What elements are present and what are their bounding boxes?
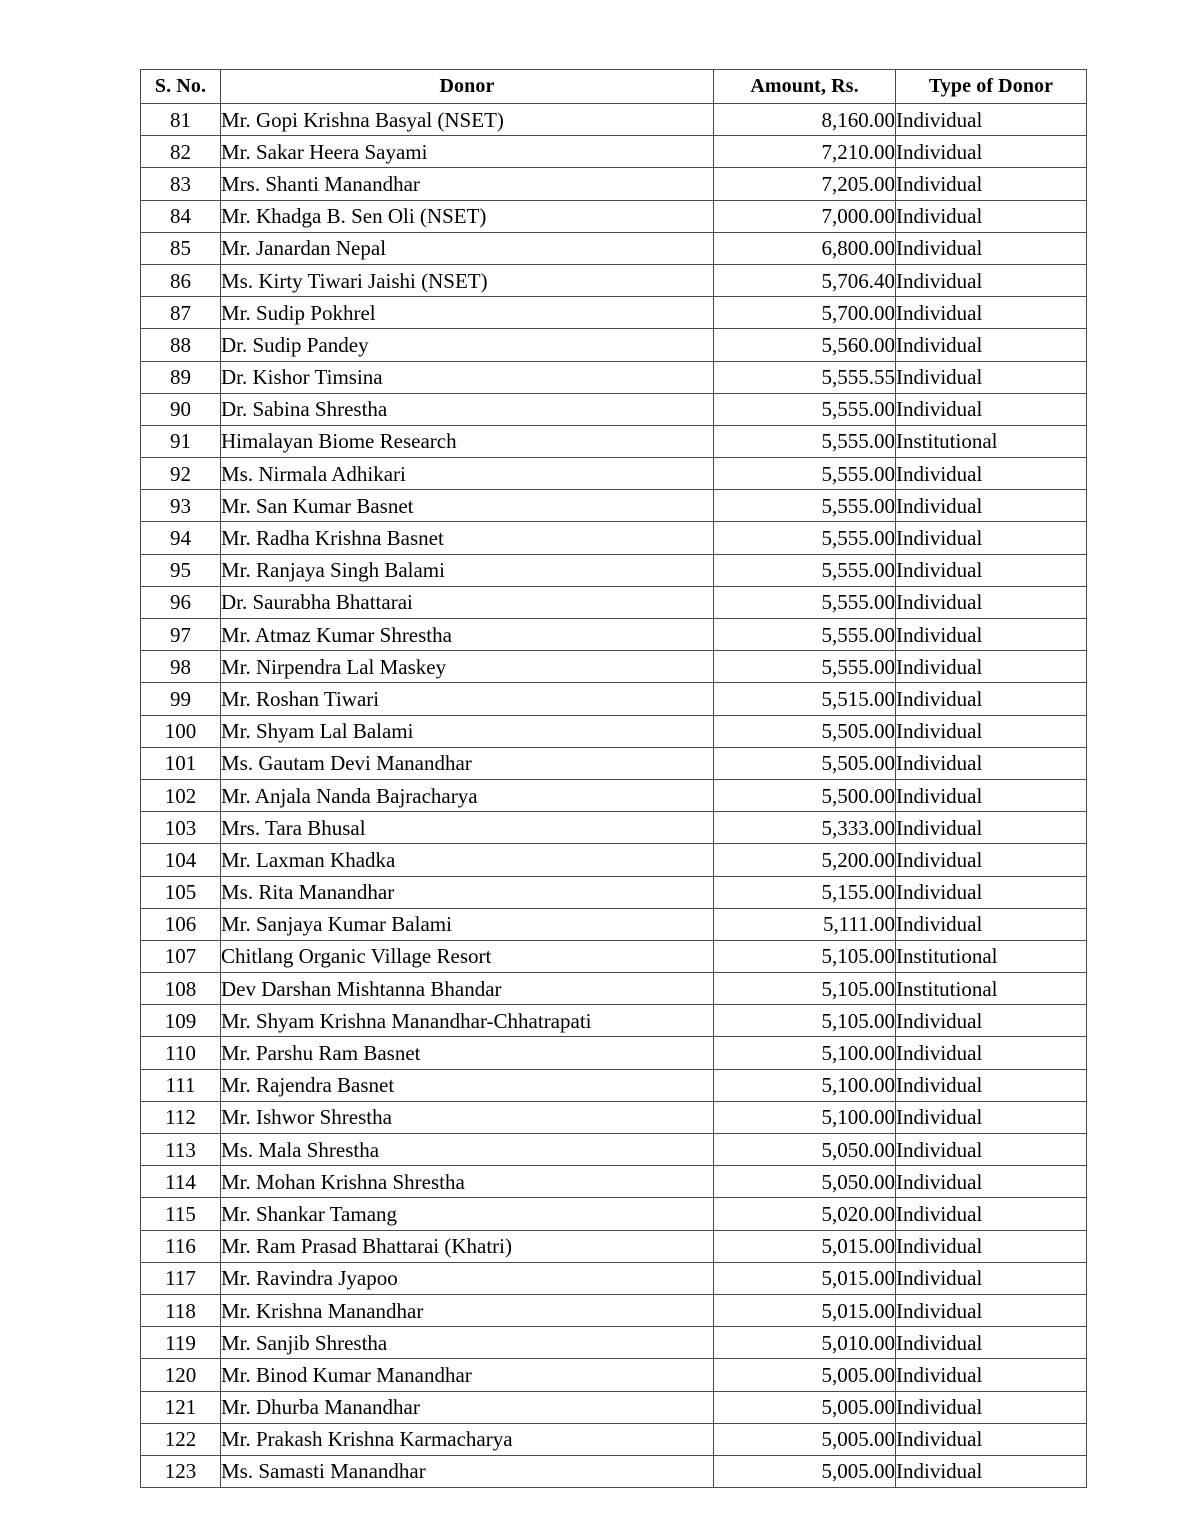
cell-amount: 5,706.40	[714, 264, 896, 296]
cell-donor-type: Individual	[896, 458, 1087, 490]
cell-amount: 5,555.00	[714, 586, 896, 618]
cell-amount: 5,555.55	[714, 361, 896, 393]
cell-donor-type: Individual	[896, 168, 1087, 200]
cell-donor-name: Dev Darshan Mishtanna Bhandar	[221, 973, 714, 1005]
table-row	[141, 1134, 1087, 1166]
cell-donor-type: Individual	[896, 1005, 1087, 1037]
cell-amount: 5,515.00	[714, 683, 896, 715]
cell-serial-number: 121	[141, 1391, 221, 1423]
cell-donor-name: Mr. Binod Kumar Manandhar	[221, 1359, 714, 1391]
table-row	[141, 1166, 1087, 1198]
table-row	[141, 1101, 1087, 1133]
cell-donor-type: Individual	[896, 619, 1087, 651]
cell-donor-name: Ms. Gautam Devi Manandhar	[221, 747, 714, 779]
cell-donor-name: Mr. Sudip Pokhrel	[221, 297, 714, 329]
table-row	[141, 586, 1087, 618]
cell-donor-name: Dr. Sudip Pandey	[221, 329, 714, 361]
cell-donor-type: Individual	[896, 1359, 1087, 1391]
table-body	[141, 104, 1087, 1488]
cell-serial-number: 101	[141, 747, 221, 779]
cell-serial-number: 99	[141, 683, 221, 715]
cell-serial-number: 114	[141, 1166, 221, 1198]
table-row	[141, 232, 1087, 264]
cell-serial-number: 109	[141, 1005, 221, 1037]
cell-amount: 5,200.00	[714, 844, 896, 876]
cell-donor-type: Individual	[896, 1455, 1087, 1487]
cell-donor-type: Individual	[896, 522, 1087, 554]
cell-serial-number: 111	[141, 1069, 221, 1101]
table-row	[141, 844, 1087, 876]
cell-donor-type: Individual	[896, 1262, 1087, 1294]
cell-amount: 5,105.00	[714, 973, 896, 1005]
cell-donor-type: Individual	[896, 264, 1087, 296]
cell-serial-number: 88	[141, 329, 221, 361]
cell-serial-number: 102	[141, 779, 221, 811]
table-row	[141, 104, 1087, 136]
cell-donor-name: Mr. Shankar Tamang	[221, 1198, 714, 1230]
table-row	[141, 715, 1087, 747]
cell-serial-number: 122	[141, 1423, 221, 1455]
cell-amount: 5,015.00	[714, 1262, 896, 1294]
cell-serial-number: 116	[141, 1230, 221, 1262]
cell-donor-name: Dr. Kishor Timsina	[221, 361, 714, 393]
cell-serial-number: 92	[141, 458, 221, 490]
cell-donor-type: Individual	[896, 844, 1087, 876]
cell-donor-name: Mr. Ishwor Shrestha	[221, 1101, 714, 1133]
table-row	[141, 1294, 1087, 1326]
cell-amount: 5,555.00	[714, 425, 896, 457]
table-row	[141, 361, 1087, 393]
table-row	[141, 908, 1087, 940]
table-row	[141, 876, 1087, 908]
cell-amount: 5,555.00	[714, 490, 896, 522]
table-row	[141, 1455, 1087, 1487]
table-row	[141, 1037, 1087, 1069]
cell-donor-name: Chitlang Organic Village Resort	[221, 940, 714, 972]
table-row	[141, 1198, 1087, 1230]
cell-donor-name: Ms. Mala Shrestha	[221, 1134, 714, 1166]
cell-donor-name: Ms. Kirty Tiwari Jaishi (NSET)	[221, 264, 714, 296]
cell-serial-number: 93	[141, 490, 221, 522]
cell-donor-name: Mr. Atmaz Kumar Shrestha	[221, 619, 714, 651]
cell-donor-type: Individual	[896, 490, 1087, 522]
cell-serial-number: 83	[141, 168, 221, 200]
cell-donor-type: Individual	[896, 876, 1087, 908]
cell-donor-type: Individual	[896, 232, 1087, 264]
cell-amount: 5,505.00	[714, 747, 896, 779]
table-row	[141, 490, 1087, 522]
cell-donor-name: Mr. Nirpendra Lal Maskey	[221, 651, 714, 683]
cell-amount: 5,005.00	[714, 1455, 896, 1487]
cell-amount: 5,100.00	[714, 1069, 896, 1101]
cell-donor-type: Individual	[896, 1294, 1087, 1326]
cell-donor-name: Mr. Krishna Manandhar	[221, 1294, 714, 1326]
table-header	[141, 70, 1087, 104]
cell-amount: 7,210.00	[714, 136, 896, 168]
cell-amount: 5,505.00	[714, 715, 896, 747]
cell-donor-type: Individual	[896, 393, 1087, 425]
table-row	[141, 329, 1087, 361]
cell-amount: 5,100.00	[714, 1037, 896, 1069]
cell-serial-number: 85	[141, 232, 221, 264]
cell-donor-name: Mr. Roshan Tiwari	[221, 683, 714, 715]
cell-donor-type: Individual	[896, 104, 1087, 136]
cell-donor-type: Individual	[896, 1037, 1087, 1069]
cell-serial-number: 87	[141, 297, 221, 329]
cell-amount: 5,105.00	[714, 1005, 896, 1037]
cell-amount: 5,020.00	[714, 1198, 896, 1230]
cell-donor-name: Mr. Sanjib Shrestha	[221, 1327, 714, 1359]
cell-donor-type: Individual	[896, 715, 1087, 747]
table-row	[141, 393, 1087, 425]
cell-donor-name: Ms. Samasti Manandhar	[221, 1455, 714, 1487]
cell-serial-number: 118	[141, 1294, 221, 1326]
cell-amount: 5,005.00	[714, 1359, 896, 1391]
table-row	[141, 1230, 1087, 1262]
cell-serial-number: 98	[141, 651, 221, 683]
cell-serial-number: 89	[141, 361, 221, 393]
cell-amount: 5,555.00	[714, 651, 896, 683]
table-row	[141, 779, 1087, 811]
cell-donor-type: Individual	[896, 1327, 1087, 1359]
cell-serial-number: 120	[141, 1359, 221, 1391]
donor-list-table	[140, 69, 1087, 1488]
cell-amount: 5,010.00	[714, 1327, 896, 1359]
cell-donor-type: Individual	[896, 297, 1087, 329]
cell-donor-name: Dr. Sabina Shrestha	[221, 393, 714, 425]
cell-amount: 5,555.00	[714, 619, 896, 651]
cell-donor-type: Individual	[896, 554, 1087, 586]
cell-amount: 7,205.00	[714, 168, 896, 200]
table-row	[141, 1359, 1087, 1391]
cell-amount: 5,555.00	[714, 393, 896, 425]
cell-serial-number: 97	[141, 619, 221, 651]
cell-serial-number: 95	[141, 554, 221, 586]
cell-serial-number: 94	[141, 522, 221, 554]
table-row	[141, 168, 1087, 200]
table-row	[141, 425, 1087, 457]
cell-donor-name: Mr. Parshu Ram Basnet	[221, 1037, 714, 1069]
table-row	[141, 554, 1087, 586]
cell-amount: 5,100.00	[714, 1101, 896, 1133]
cell-serial-number: 96	[141, 586, 221, 618]
cell-donor-name: Mr. Prakash Krishna Karmacharya	[221, 1423, 714, 1455]
table-row	[141, 458, 1087, 490]
cell-serial-number: 107	[141, 940, 221, 972]
table-row	[141, 973, 1087, 1005]
table-row	[141, 1005, 1087, 1037]
cell-donor-name: Mr. Laxman Khadka	[221, 844, 714, 876]
cell-donor-name: Mrs. Tara Bhusal	[221, 812, 714, 844]
cell-amount: 5,333.00	[714, 812, 896, 844]
cell-serial-number: 81	[141, 104, 221, 136]
cell-donor-type: Individual	[896, 329, 1087, 361]
cell-amount: 5,500.00	[714, 779, 896, 811]
cell-donor-name: Mr. Janardan Nepal	[221, 232, 714, 264]
cell-serial-number: 100	[141, 715, 221, 747]
cell-donor-type: Individual	[896, 1198, 1087, 1230]
cell-donor-name: Mr. Radha Krishna Basnet	[221, 522, 714, 554]
cell-donor-type: Individual	[896, 1230, 1087, 1262]
cell-donor-type: Individual	[896, 747, 1087, 779]
cell-amount: 5,015.00	[714, 1294, 896, 1326]
table-row	[141, 1262, 1087, 1294]
cell-donor-type: Individual	[896, 1134, 1087, 1166]
cell-donor-name: Mr. Khadga B. Sen Oli (NSET)	[221, 200, 714, 232]
cell-donor-name: Mr. Ram Prasad Bhattarai (Khatri)	[221, 1230, 714, 1262]
cell-donor-name: Dr. Saurabha Bhattarai	[221, 586, 714, 618]
table-row	[141, 1069, 1087, 1101]
cell-donor-type: Individual	[896, 586, 1087, 618]
cell-donor-name: Mrs. Shanti Manandhar	[221, 168, 714, 200]
table-row	[141, 747, 1087, 779]
cell-donor-type: Individual	[896, 683, 1087, 715]
cell-donor-name: Mr. San Kumar Basnet	[221, 490, 714, 522]
cell-serial-number: 117	[141, 1262, 221, 1294]
cell-donor-type: Institutional	[896, 940, 1087, 972]
cell-serial-number: 82	[141, 136, 221, 168]
cell-donor-name: Ms. Nirmala Adhikari	[221, 458, 714, 490]
cell-serial-number: 103	[141, 812, 221, 844]
cell-amount: 5,555.00	[714, 458, 896, 490]
cell-donor-type: Individual	[896, 908, 1087, 940]
cell-serial-number: 123	[141, 1455, 221, 1487]
column-header-donor: Donor	[221, 70, 714, 104]
table-row	[141, 812, 1087, 844]
cell-amount: 5,015.00	[714, 1230, 896, 1262]
cell-amount: 5,555.00	[714, 554, 896, 586]
cell-donor-type: Individual	[896, 200, 1087, 232]
cell-amount: 5,105.00	[714, 940, 896, 972]
cell-donor-type: Individual	[896, 1391, 1087, 1423]
cell-serial-number: 91	[141, 425, 221, 457]
cell-amount: 5,005.00	[714, 1423, 896, 1455]
cell-serial-number: 110	[141, 1037, 221, 1069]
table-row	[141, 1327, 1087, 1359]
cell-serial-number: 112	[141, 1101, 221, 1133]
cell-serial-number: 90	[141, 393, 221, 425]
table-row	[141, 1391, 1087, 1423]
cell-amount: 5,005.00	[714, 1391, 896, 1423]
cell-donor-name: Himalayan Biome Research	[221, 425, 714, 457]
cell-donor-type: Individual	[896, 1069, 1087, 1101]
table-row	[141, 619, 1087, 651]
cell-amount: 8,160.00	[714, 104, 896, 136]
cell-donor-name: Mr. Dhurba Manandhar	[221, 1391, 714, 1423]
cell-amount: 5,111.00	[714, 908, 896, 940]
cell-serial-number: 115	[141, 1198, 221, 1230]
cell-donor-type: Individual	[896, 812, 1087, 844]
cell-serial-number: 104	[141, 844, 221, 876]
cell-serial-number: 113	[141, 1134, 221, 1166]
table-row	[141, 683, 1087, 715]
cell-donor-name: Mr. Shyam Krishna Manandhar-Chhatrapati	[221, 1005, 714, 1037]
table-row	[141, 940, 1087, 972]
cell-amount: 7,000.00	[714, 200, 896, 232]
cell-donor-type: Individual	[896, 651, 1087, 683]
table-row	[141, 651, 1087, 683]
table-row	[141, 200, 1087, 232]
cell-donor-name: Mr. Ravindra Jyapoo	[221, 1262, 714, 1294]
cell-serial-number: 119	[141, 1327, 221, 1359]
table-row	[141, 1423, 1087, 1455]
cell-donor-name: Mr. Mohan Krishna Shrestha	[221, 1166, 714, 1198]
cell-donor-type: Individual	[896, 1166, 1087, 1198]
table-row	[141, 297, 1087, 329]
cell-donor-type: Individual	[896, 361, 1087, 393]
cell-amount: 5,700.00	[714, 297, 896, 329]
cell-amount: 5,050.00	[714, 1166, 896, 1198]
cell-serial-number: 105	[141, 876, 221, 908]
cell-donor-type: Individual	[896, 1423, 1087, 1455]
table-row	[141, 264, 1087, 296]
cell-amount: 5,050.00	[714, 1134, 896, 1166]
cell-donor-name: Mr. Anjala Nanda Bajracharya	[221, 779, 714, 811]
column-header-amount: Amount, Rs.	[714, 70, 896, 104]
cell-amount: 5,560.00	[714, 329, 896, 361]
cell-donor-name: Mr. Ranjaya Singh Balami	[221, 554, 714, 586]
cell-donor-name: Mr. Gopi Krishna Basyal (NSET)	[221, 104, 714, 136]
table-row	[141, 522, 1087, 554]
cell-donor-type: Individual	[896, 779, 1087, 811]
cell-amount: 6,800.00	[714, 232, 896, 264]
cell-serial-number: 106	[141, 908, 221, 940]
cell-donor-type: Individual	[896, 136, 1087, 168]
table-header-row	[141, 70, 1087, 104]
cell-donor-name: Ms. Rita Manandhar	[221, 876, 714, 908]
cell-donor-type: Institutional	[896, 973, 1087, 1005]
column-header-type-of-donor: Type of Donor	[896, 70, 1087, 104]
table-row	[141, 136, 1087, 168]
cell-donor-name: Mr. Shyam Lal Balami	[221, 715, 714, 747]
cell-serial-number: 108	[141, 973, 221, 1005]
cell-donor-name: Mr. Sanjaya Kumar Balami	[221, 908, 714, 940]
cell-amount: 5,555.00	[714, 522, 896, 554]
cell-donor-name: Mr. Sakar Heera Sayami	[221, 136, 714, 168]
cell-donor-name: Mr. Rajendra Basnet	[221, 1069, 714, 1101]
cell-serial-number: 84	[141, 200, 221, 232]
cell-amount: 5,155.00	[714, 876, 896, 908]
cell-serial-number: 86	[141, 264, 221, 296]
cell-donor-type: Institutional	[896, 425, 1087, 457]
column-header-serial-number: S. No.	[141, 70, 221, 104]
cell-donor-type: Individual	[896, 1101, 1087, 1133]
